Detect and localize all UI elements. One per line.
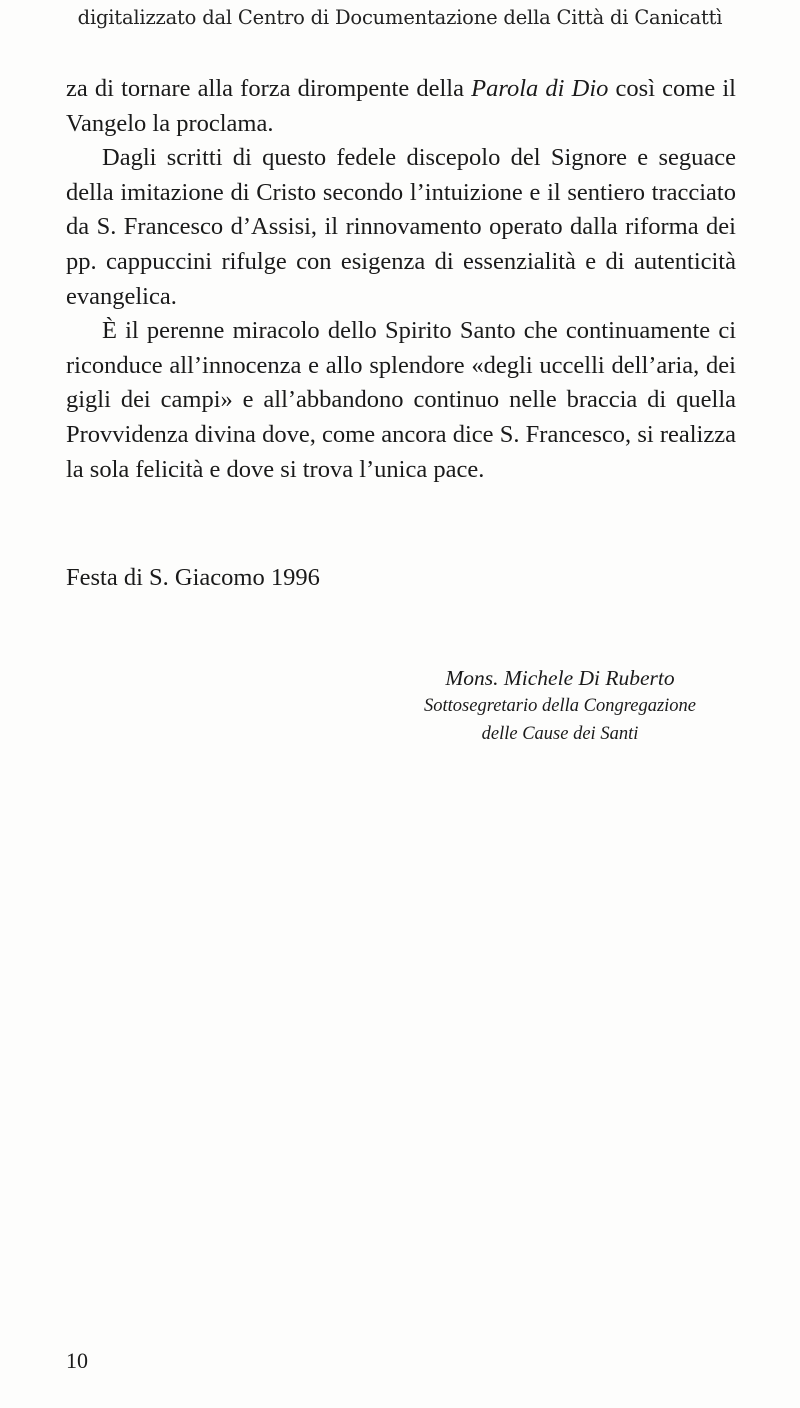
paragraph-1-italic: Parola di Dio [471, 75, 609, 102]
body-text [66, 72, 736, 487]
date-line: Festa di S. Giacomo 1996 [66, 564, 320, 591]
signature-name: Mons. Michele Di Ruberto [445, 666, 675, 690]
paragraph-1-start: za di tornare alla forza dirompente della [66, 75, 472, 102]
paragraph-2: Dagli scritti di questo fedele discepolo del Signore e seguace della imitazione di Cristo secondo l’intuizione e il sentiero tracciato da S. Francesco d’Assisi, il rinnovamento operato dalla riforma dei pp. cappuccini rifulge con esigenza di essenzialità e di autenticità evangelica. [66, 144, 736, 310]
page-number: 10 [66, 1348, 88, 1373]
digitization-header: digitalizzato dal Centro di Documentazione della Città di Canicattì [77, 6, 723, 29]
signature-role-line-2: delle Cause dei Santi [481, 724, 639, 744]
paragraph-3: È il perenne miracolo dello Spirito Santo che continuamente ci riconduce all’innocenza e allo splendore «degli uccelli dell’aria, dei gigli dei campi» e all’abbandono continuo nelle braccia di quella Provvidenza divina dove, come ancora dice S. Francesco, si realizza la sola felicità e dove si trova l’unica pace. [66, 317, 736, 483]
paragraph-1-end: così come il Vangelo la proclama. [66, 75, 736, 137]
signature-role-line-1: Sottosegretario della Congregazione [424, 696, 696, 716]
signature-block [360, 664, 760, 748]
paragraph-1 [66, 72, 736, 141]
